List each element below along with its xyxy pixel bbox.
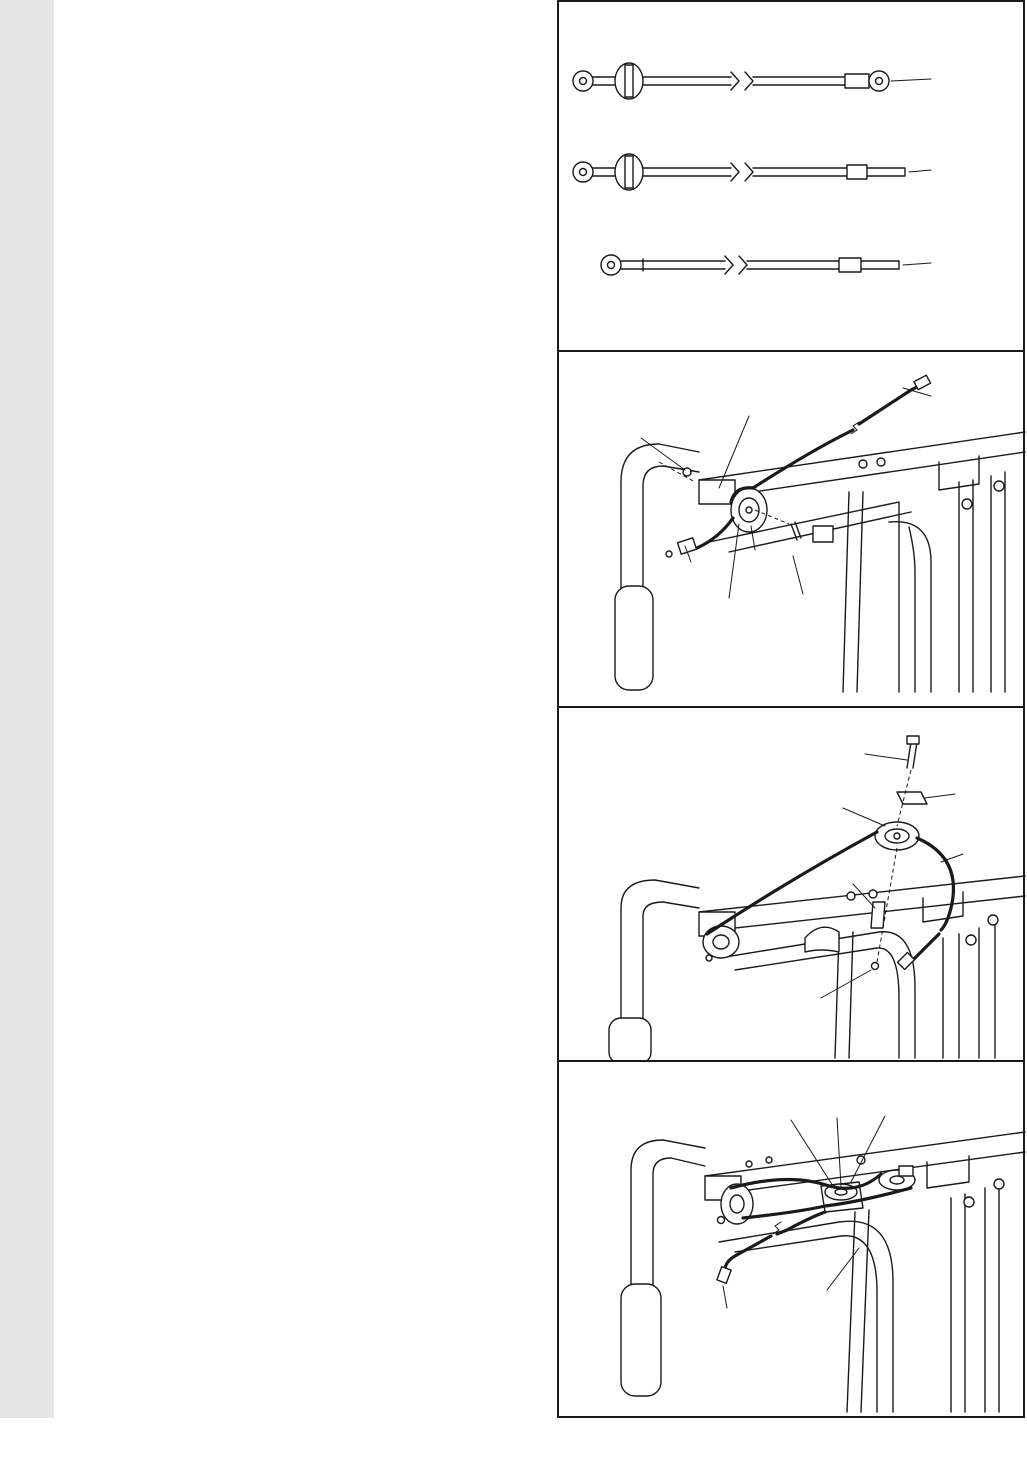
cable-types-figure [557,0,1025,352]
cable-long-with-ball [573,63,931,99]
pulley-step-b-figure [557,706,1025,1062]
cable-lower [697,518,733,548]
frame-handle [609,880,699,1064]
pulley-step-c-drawing [559,1062,1027,1420]
bolt-and-bracket [871,736,927,970]
cable-short-loop-end [601,255,931,275]
cable-to-upper-pulley [707,832,877,934]
pulley-wheel [731,488,767,532]
frame-handle [615,444,699,690]
cable-down [777,1212,825,1234]
cable-end-fitting [717,1267,731,1284]
cable-with-ball-and-sleeve [573,154,931,190]
callout-leaders [641,388,931,598]
figure-column [557,0,1027,1418]
cable-upper-end [859,386,919,424]
pulley-upper [875,822,919,850]
pulley-assembly-right [879,1166,915,1190]
pulley-step-a-drawing [559,352,1027,710]
cable-types-drawing [559,2,1027,354]
cable-end-fitting [898,953,915,970]
pulley-step-b-drawing [559,708,1027,1064]
frame-rails [699,876,1025,1058]
frame-rails [705,1132,1025,1412]
frame-handle [621,1140,705,1396]
cable-over-pulleys [731,1174,881,1188]
pulley-step-c-figure [557,1060,1025,1418]
cable-end-fitting [914,375,931,390]
page-text-area [54,0,554,1418]
page-margin-strip [0,0,54,1418]
pulley-step-a-figure [557,350,1025,708]
